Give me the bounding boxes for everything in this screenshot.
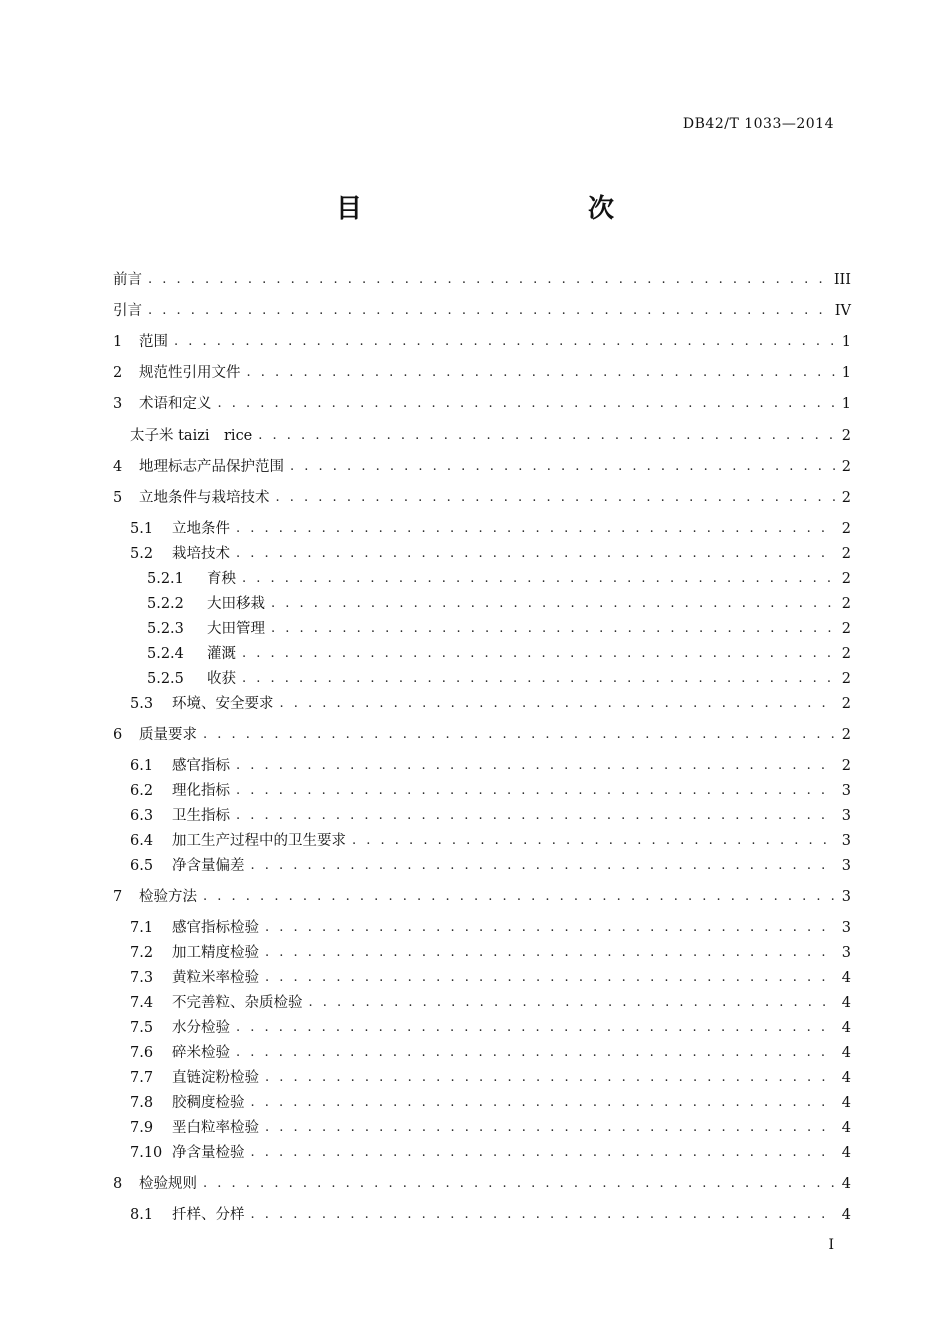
toc-entry-number: 6.1	[130, 758, 154, 774]
toc-entry[interactable]	[113, 332, 851, 352]
toc-entry-number: 2	[113, 365, 123, 381]
toc-entry-label: 质量要求	[139, 727, 197, 743]
toc-entry-label: 胶稠度检验	[172, 1095, 245, 1111]
toc-entry[interactable]	[113, 619, 851, 639]
toc-entry[interactable]	[113, 544, 851, 564]
toc-entry[interactable]	[113, 918, 851, 938]
toc-entry-page: 3	[841, 783, 851, 799]
toc-entry[interactable]	[113, 569, 851, 589]
toc-entry-label: 规范性引用文件	[139, 365, 241, 381]
toc-entry-number: 6.3	[130, 808, 154, 824]
toc-entry[interactable]	[113, 457, 851, 477]
toc-entry-page: 4	[841, 1145, 851, 1161]
toc-entry-label: 感官指标	[172, 758, 230, 774]
toc-leader-dots	[203, 887, 836, 907]
toc-leader-dots	[280, 694, 836, 714]
toc-entry[interactable]	[113, 363, 851, 383]
toc-entry-label: 不完善粒、杂质检验	[172, 995, 303, 1011]
toc-leader-dots	[236, 781, 836, 801]
toc-entry-number: 5.2.1	[147, 571, 184, 587]
toc-entry-label: 检验方法	[139, 889, 197, 905]
toc-entry-number: 5.2.4	[147, 646, 184, 662]
toc-leader-dots	[236, 519, 836, 539]
standard-code: DB42/T 1033—2014	[682, 116, 834, 132]
toc-leader-dots	[251, 856, 836, 876]
toc-entry-label: 直链淀粉检验	[172, 1070, 259, 1086]
toc-leader-dots	[265, 1068, 836, 1088]
toc-entry-page: 4	[841, 1045, 851, 1061]
toc-entry-label: 碎米检验	[172, 1045, 230, 1061]
toc-entry-label: 灌溉	[207, 646, 236, 662]
toc-entry-number: 8	[113, 1176, 123, 1192]
toc-entry[interactable]	[113, 781, 851, 801]
toc-leader-dots	[236, 756, 836, 776]
toc-entry-page: III	[833, 272, 851, 288]
toc-entry-page: 3	[841, 945, 851, 961]
toc-leader-dots	[265, 943, 836, 963]
toc-entry-page: 2	[841, 459, 851, 475]
toc-entry[interactable]	[113, 519, 851, 539]
toc-entry-number: 7.7	[130, 1070, 154, 1086]
toc-entry[interactable]	[113, 594, 851, 614]
toc-entry-number: 5.2	[130, 546, 154, 562]
toc-entry[interactable]	[113, 1043, 851, 1063]
toc-entry-label: 引言	[113, 303, 142, 319]
toc-leader-dots	[258, 426, 836, 446]
toc-entry-number: 7.10	[130, 1145, 163, 1161]
toc-entry-label: 加工生产过程中的卫生要求	[172, 833, 346, 849]
toc-leader-dots	[265, 968, 836, 988]
toc-entry-label: 收获	[207, 671, 236, 687]
toc-entry-page: 2	[841, 596, 851, 612]
toc-entry[interactable]	[113, 856, 851, 876]
toc-leader-dots	[271, 594, 836, 614]
toc-entry-number: 6.4	[130, 833, 154, 849]
toc-entry-number: 5.2.3	[147, 621, 184, 637]
toc-leader-dots	[242, 569, 836, 589]
toc-entry-number: 5.2.2	[147, 596, 184, 612]
toc-leader-dots	[265, 1118, 836, 1138]
toc-entry-number: 7	[113, 889, 123, 905]
toc-leader-dots	[265, 918, 836, 938]
toc-entry-page: 2	[841, 490, 851, 506]
toc-entry[interactable]	[113, 301, 851, 321]
toc-entry-number: 5.3	[130, 696, 154, 712]
toc-entry-page: 2	[841, 646, 851, 662]
toc-entry[interactable]	[113, 270, 851, 290]
toc-entry-number: 1	[113, 334, 123, 350]
toc-leader-dots	[251, 1143, 836, 1163]
toc-entry-number: 7.2	[130, 945, 154, 961]
toc-entry-page: 1	[841, 365, 851, 381]
toc-entry[interactable]	[113, 887, 851, 907]
toc-entry-number: 7.9	[130, 1120, 154, 1136]
toc-entry-number: 7.4	[130, 995, 154, 1011]
page-number: I	[828, 1237, 834, 1253]
toc-entry-label: 立地条件	[172, 521, 230, 537]
toc-entry-page: 2	[841, 696, 851, 712]
toc-entry-page: 4	[841, 1070, 851, 1086]
toc-entry-label: 前言	[113, 272, 142, 288]
toc-leader-dots	[352, 831, 836, 851]
toc-leader-dots	[247, 363, 836, 383]
toc-entry-page: 1	[841, 334, 851, 350]
toc-entry-page: 2	[841, 758, 851, 774]
toc-entry-number: 6.2	[130, 783, 154, 799]
toc-entry-page: 4	[841, 1095, 851, 1111]
toc-entry-number: 4	[113, 459, 123, 475]
toc-entry-page: 3	[841, 808, 851, 824]
toc-entry-page: 2	[841, 571, 851, 587]
toc-entry-page: IV	[834, 303, 851, 319]
toc-entry-label: 理化指标	[172, 783, 230, 799]
toc-entry[interactable]	[113, 968, 851, 988]
toc-leader-dots	[236, 806, 836, 826]
toc-leader-dots	[148, 301, 829, 321]
toc-entry-label: 垩白粒率检验	[172, 1120, 259, 1136]
toc-leader-dots	[309, 993, 836, 1013]
toc-entry[interactable]	[113, 1205, 851, 1225]
toc-entry-number: 5	[113, 490, 123, 506]
toc-leader-dots	[271, 619, 836, 639]
toc-leader-dots	[218, 394, 836, 414]
toc-entry-label: 大田管理	[207, 621, 265, 637]
toc-entry-page: 2	[841, 727, 851, 743]
toc-entry[interactable]	[113, 993, 851, 1013]
toc-leader-dots	[236, 544, 836, 564]
toc-entry-page: 2	[841, 428, 851, 444]
toc-entry-label: 术语和定义	[139, 396, 212, 412]
toc-leader-dots	[148, 270, 828, 290]
toc-entry-page: 4	[841, 1207, 851, 1223]
toc-entry[interactable]	[113, 1143, 851, 1163]
toc-entry-label: 立地条件与栽培技术	[139, 490, 270, 506]
toc-entry-number: 5.2.5	[147, 671, 184, 687]
page-title: 目 次	[335, 194, 672, 224]
toc-entry[interactable]	[113, 806, 851, 826]
toc-entry-page: 2	[841, 521, 851, 537]
toc-entry-label: 育秧	[207, 571, 236, 587]
toc-entry[interactable]	[113, 394, 851, 414]
toc-entry-label: 加工精度检验	[172, 945, 259, 961]
toc-entry[interactable]	[113, 831, 851, 851]
toc-leader-dots	[251, 1093, 836, 1113]
toc-leader-dots	[290, 457, 836, 477]
toc-entry[interactable]	[113, 426, 851, 446]
toc-entry-page: 4	[841, 1020, 851, 1036]
toc-entry-number: 3	[113, 396, 123, 412]
toc-entry-page: 4	[841, 970, 851, 986]
toc-entry-label: 卫生指标	[172, 808, 230, 824]
toc-entry-label: 环境、安全要求	[172, 696, 274, 712]
toc-entry-page: 4	[841, 1120, 851, 1136]
toc-entry-page: 3	[841, 920, 851, 936]
toc-entry-page: 3	[841, 833, 851, 849]
toc-entry[interactable]	[113, 1174, 851, 1194]
toc-entry-page: 2	[841, 546, 851, 562]
toc-entry-label: 检验规则	[139, 1176, 197, 1192]
toc-entry[interactable]	[113, 1118, 851, 1138]
toc-entry-label: 地理标志产品保护范围	[139, 459, 284, 475]
toc-entry[interactable]	[113, 1018, 851, 1038]
toc-entry[interactable]	[113, 756, 851, 776]
toc-entry-page: 4	[841, 1176, 851, 1192]
toc-entry-label: 黄粒米率检验	[172, 970, 259, 986]
toc-entry-page: 4	[841, 995, 851, 1011]
toc-entry-label: 感官指标检验	[172, 920, 259, 936]
toc-entry-label: 大田移栽	[207, 596, 265, 612]
toc-entry-label: 净含量偏差	[172, 858, 245, 874]
toc-leader-dots	[174, 332, 836, 352]
toc-entry[interactable]	[113, 1093, 851, 1113]
toc-entry[interactable]	[113, 488, 851, 508]
toc-entry-label: 太子米 taizi rice	[130, 428, 253, 444]
toc-entry-number: 6	[113, 727, 123, 743]
toc-entry[interactable]	[113, 694, 851, 714]
toc-entry-number: 7.3	[130, 970, 154, 986]
toc-leader-dots	[276, 488, 836, 508]
toc-entry-label: 扦样、分样	[172, 1207, 245, 1223]
toc-leader-dots	[242, 669, 836, 689]
toc-leader-dots	[251, 1205, 836, 1225]
toc-entry-number: 7.8	[130, 1095, 154, 1111]
toc-leader-dots	[236, 1043, 836, 1063]
toc-entry-number: 7.1	[130, 920, 154, 936]
toc-entry-page: 2	[841, 621, 851, 637]
toc-entry-label: 范围	[139, 334, 168, 350]
toc-entry-number: 7.5	[130, 1020, 154, 1036]
toc-entry-label: 水分检验	[172, 1020, 230, 1036]
toc-entry-page: 3	[841, 889, 851, 905]
toc-entry-page: 1	[841, 396, 851, 412]
toc-entry-number: 7.6	[130, 1045, 154, 1061]
toc-entry[interactable]	[113, 644, 851, 664]
toc-leader-dots	[203, 1174, 836, 1194]
toc-entry-label: 栽培技术	[172, 546, 230, 562]
toc-entry-number: 5.1	[130, 521, 154, 537]
toc-entry-label: 净含量检验	[172, 1145, 245, 1161]
toc-entry[interactable]	[113, 1068, 851, 1088]
toc-entry-page: 3	[841, 858, 851, 874]
toc-leader-dots	[242, 644, 836, 664]
toc-entry[interactable]	[113, 943, 851, 963]
toc-entry[interactable]	[113, 669, 851, 689]
toc-entry-number: 8.1	[130, 1207, 154, 1223]
toc-leader-dots	[236, 1018, 836, 1038]
toc-entry-page: 2	[841, 671, 851, 687]
toc-leader-dots	[203, 725, 836, 745]
toc-entry-number: 6.5	[130, 858, 154, 874]
toc-entry[interactable]	[113, 725, 851, 745]
